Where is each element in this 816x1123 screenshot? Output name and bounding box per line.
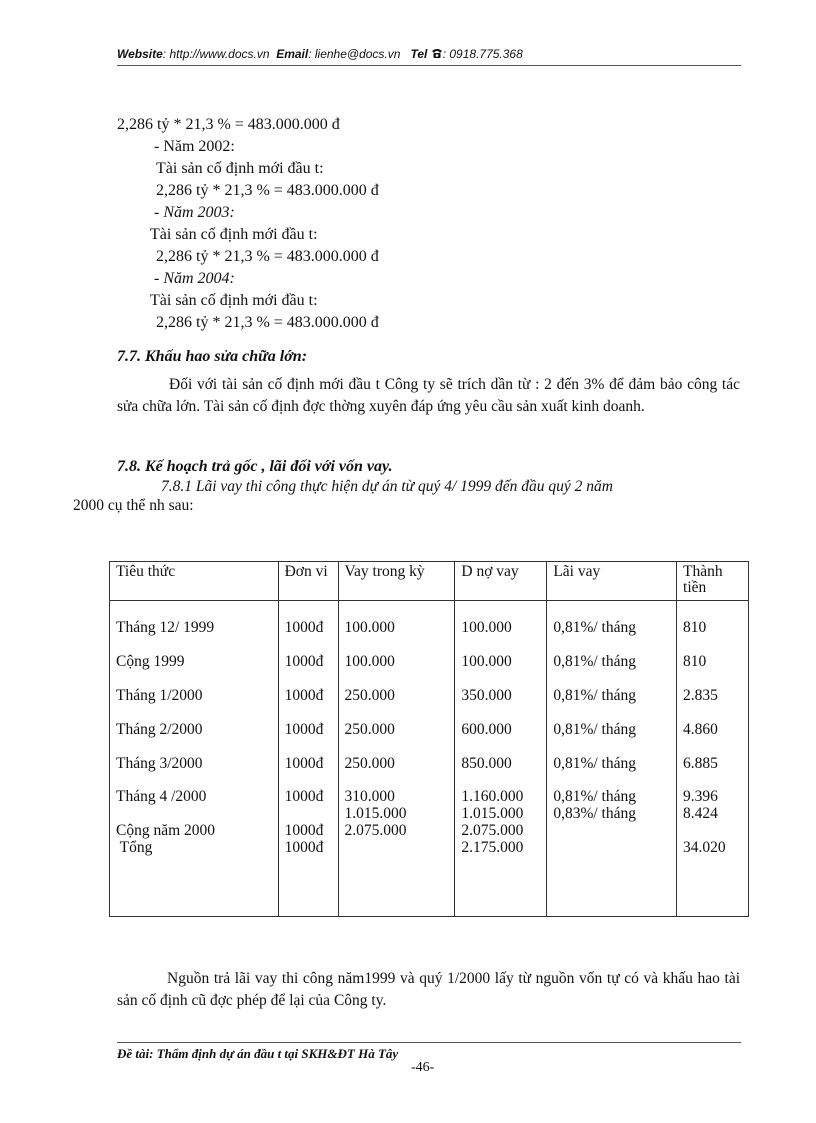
table-cell: 810 [683,653,707,670]
calc-line-4: 2,286 tỷ * 21,3 % = 483.000.000 đ [156,314,379,331]
table-cell: 1000đ [284,822,324,839]
table-cell: 100.000 [461,653,512,670]
table-cell: 1000đ [284,839,324,856]
table-cell: 34.020 [683,839,726,856]
table-cell: 100.000 [461,619,512,636]
footer-topic: Đề tài: Thẩm định dự án đầu t tại SKH&ĐT Hà Tây [117,1046,399,1061]
section-7-7-title: 7.7. Khấu hao sửa chữa lớn: [117,348,308,365]
header-cell: Thành tiền [677,562,749,601]
table-cell: 0,81%/ tháng [553,721,636,738]
fixed-asset-label-1: Tài sản cố định mới đầu t: [156,160,324,177]
table-cell: 9.396 [683,788,718,805]
section-7-7-body [117,374,740,417]
website-label: Website [117,47,163,61]
col-unit [278,601,338,917]
table-body [110,601,749,917]
closing-paragraph [117,968,740,1011]
header-cell: Lãi vay [547,562,677,601]
table-cell: 1000đ [284,788,324,805]
table-cell: 1.015.000 [461,805,524,822]
table-cell: 0,83%/ tháng [553,805,636,822]
website-value: : http://www.docs.vn [162,47,270,61]
header-cell: Vay trong kỳ [338,562,455,601]
table-cell: 100.000 [344,653,395,670]
calc-line-3: 2,286 tỷ * 21,3 % = 483.000.000 đ [156,248,379,265]
table-cell: 600.000 [461,721,512,738]
table-cell: Cộng năm 2000 [116,822,216,839]
tel-value: : 0918.775.368 [442,47,523,61]
calc-line-2: 2,286 tỷ * 21,3 % = 483.000.000 đ [156,182,379,199]
section-7-8-intro [73,477,740,515]
table-cell: 4.860 [683,721,718,738]
closing-text: Nguồn trả lãi vay thi công năm1999 và quý 1/2000 lấy từ nguồn vốn tự có và khấu hao tài sản cố định cũ đợc phép để lại của Công ty. [117,970,740,1009]
table-cell: 1000đ [284,755,324,772]
table-cell: 850.000 [461,755,512,772]
table-cell: Tháng 3/2000 [116,755,203,772]
footer-rule [117,1042,741,1043]
table-cell: 2.075.000 [344,822,407,839]
table-cell [116,805,272,822]
header-rule [117,65,741,66]
table-cell: 0,81%/ tháng [553,653,636,670]
table-cell: 1000đ [284,687,324,704]
table-cell: 0,81%/ tháng [553,687,636,704]
col-interest-rate [547,601,677,917]
table-cell: 810 [683,619,707,636]
table-cell: 2.075.000 [461,822,524,839]
table-cell: Tháng 12/ 1999 [116,619,215,636]
page-header [117,47,523,62]
table-cell: Cộng 1999 [116,653,185,670]
table-cell: 0,81%/ tháng [553,755,636,772]
table-cell: Tổng [116,839,153,856]
table-cell: Tháng 4 /2000 [116,788,207,805]
section-7-8-title: 7.8. Kế hoạch trả gốc , lãi đối với vốn vay. [117,458,393,475]
table-cell: 2.835 [683,687,718,704]
email-label: Email [276,47,309,61]
table-cell: 0,81%/ tháng [553,619,636,636]
year-2002: - Năm 2002: [154,138,235,155]
table-cell: Tháng 2/2000 [116,721,203,738]
table-cell: 1.160.000 [461,788,524,805]
header-cell: Tiêu thức [110,562,279,601]
table-cell: 1.015.000 [344,805,407,822]
table-cell: 1000đ [284,653,324,670]
table-cell: 2.175.000 [461,839,524,856]
table-cell: 250.000 [344,687,395,704]
col-outstanding [455,601,547,917]
table-cell: 250.000 [344,755,395,772]
year-2004: - Năm 2004: [154,270,235,287]
page-number: -46- [411,1060,435,1075]
table-cell: 250.000 [344,721,395,738]
col-loan-period [338,601,455,917]
header-cell: Đơn vi [278,562,338,601]
table-cell: 1000đ [284,619,324,636]
table-cell [345,839,449,856]
table-cell: 310.000 [344,788,395,805]
table-cell: 6.885 [683,755,718,772]
col-amount [677,601,749,917]
col-criteria [110,601,279,917]
fixed-asset-label-2: Tài sản cố định mới đầu t: [150,226,318,243]
section-7-8-1-rest: 2000 cụ thể nh sau: [73,497,194,514]
table-cell [683,822,742,839]
loan-interest-table [109,561,749,917]
section-7-8-1-italic: 7.8.1 Lãi vay thi công thực hiện dự án từ quý 4/ 1999 đến đầu quý 2 năm [161,478,613,495]
section-7-7-text: Đối với tài sản cố định mới đầu t Công ty sẽ trích dần từ : 2 đến 3% để đảm bảo công tác sửa chữa lớn. Tài sản cố định đợc thờng xuyên đáp ứng yêu cầu sản xuất kinh doanh. [117,376,740,415]
email-value: : lienhe@docs.vn [308,47,401,61]
calc-line-1: 2,286 tỷ * 21,3 % = 483.000.000 đ [117,116,340,133]
year-2003: - Năm 2003: [154,204,235,221]
table-cell [285,805,332,822]
table-cell: 350.000 [461,687,512,704]
fixed-asset-label-3: Tài sản cố định mới đầu t: [150,292,318,309]
tel-label: Tel [410,47,428,61]
header-cell: D nợ vay [455,562,547,601]
table-header-row [110,562,749,601]
table-cell: 8.424 [683,805,718,822]
table-cell: 0,81%/ tháng [553,788,636,805]
table-cell: 1000đ [284,721,324,738]
table-cell: 100.000 [344,619,395,636]
telephone-icon [431,48,443,62]
table-cell: Tháng 1/2000 [116,687,203,704]
